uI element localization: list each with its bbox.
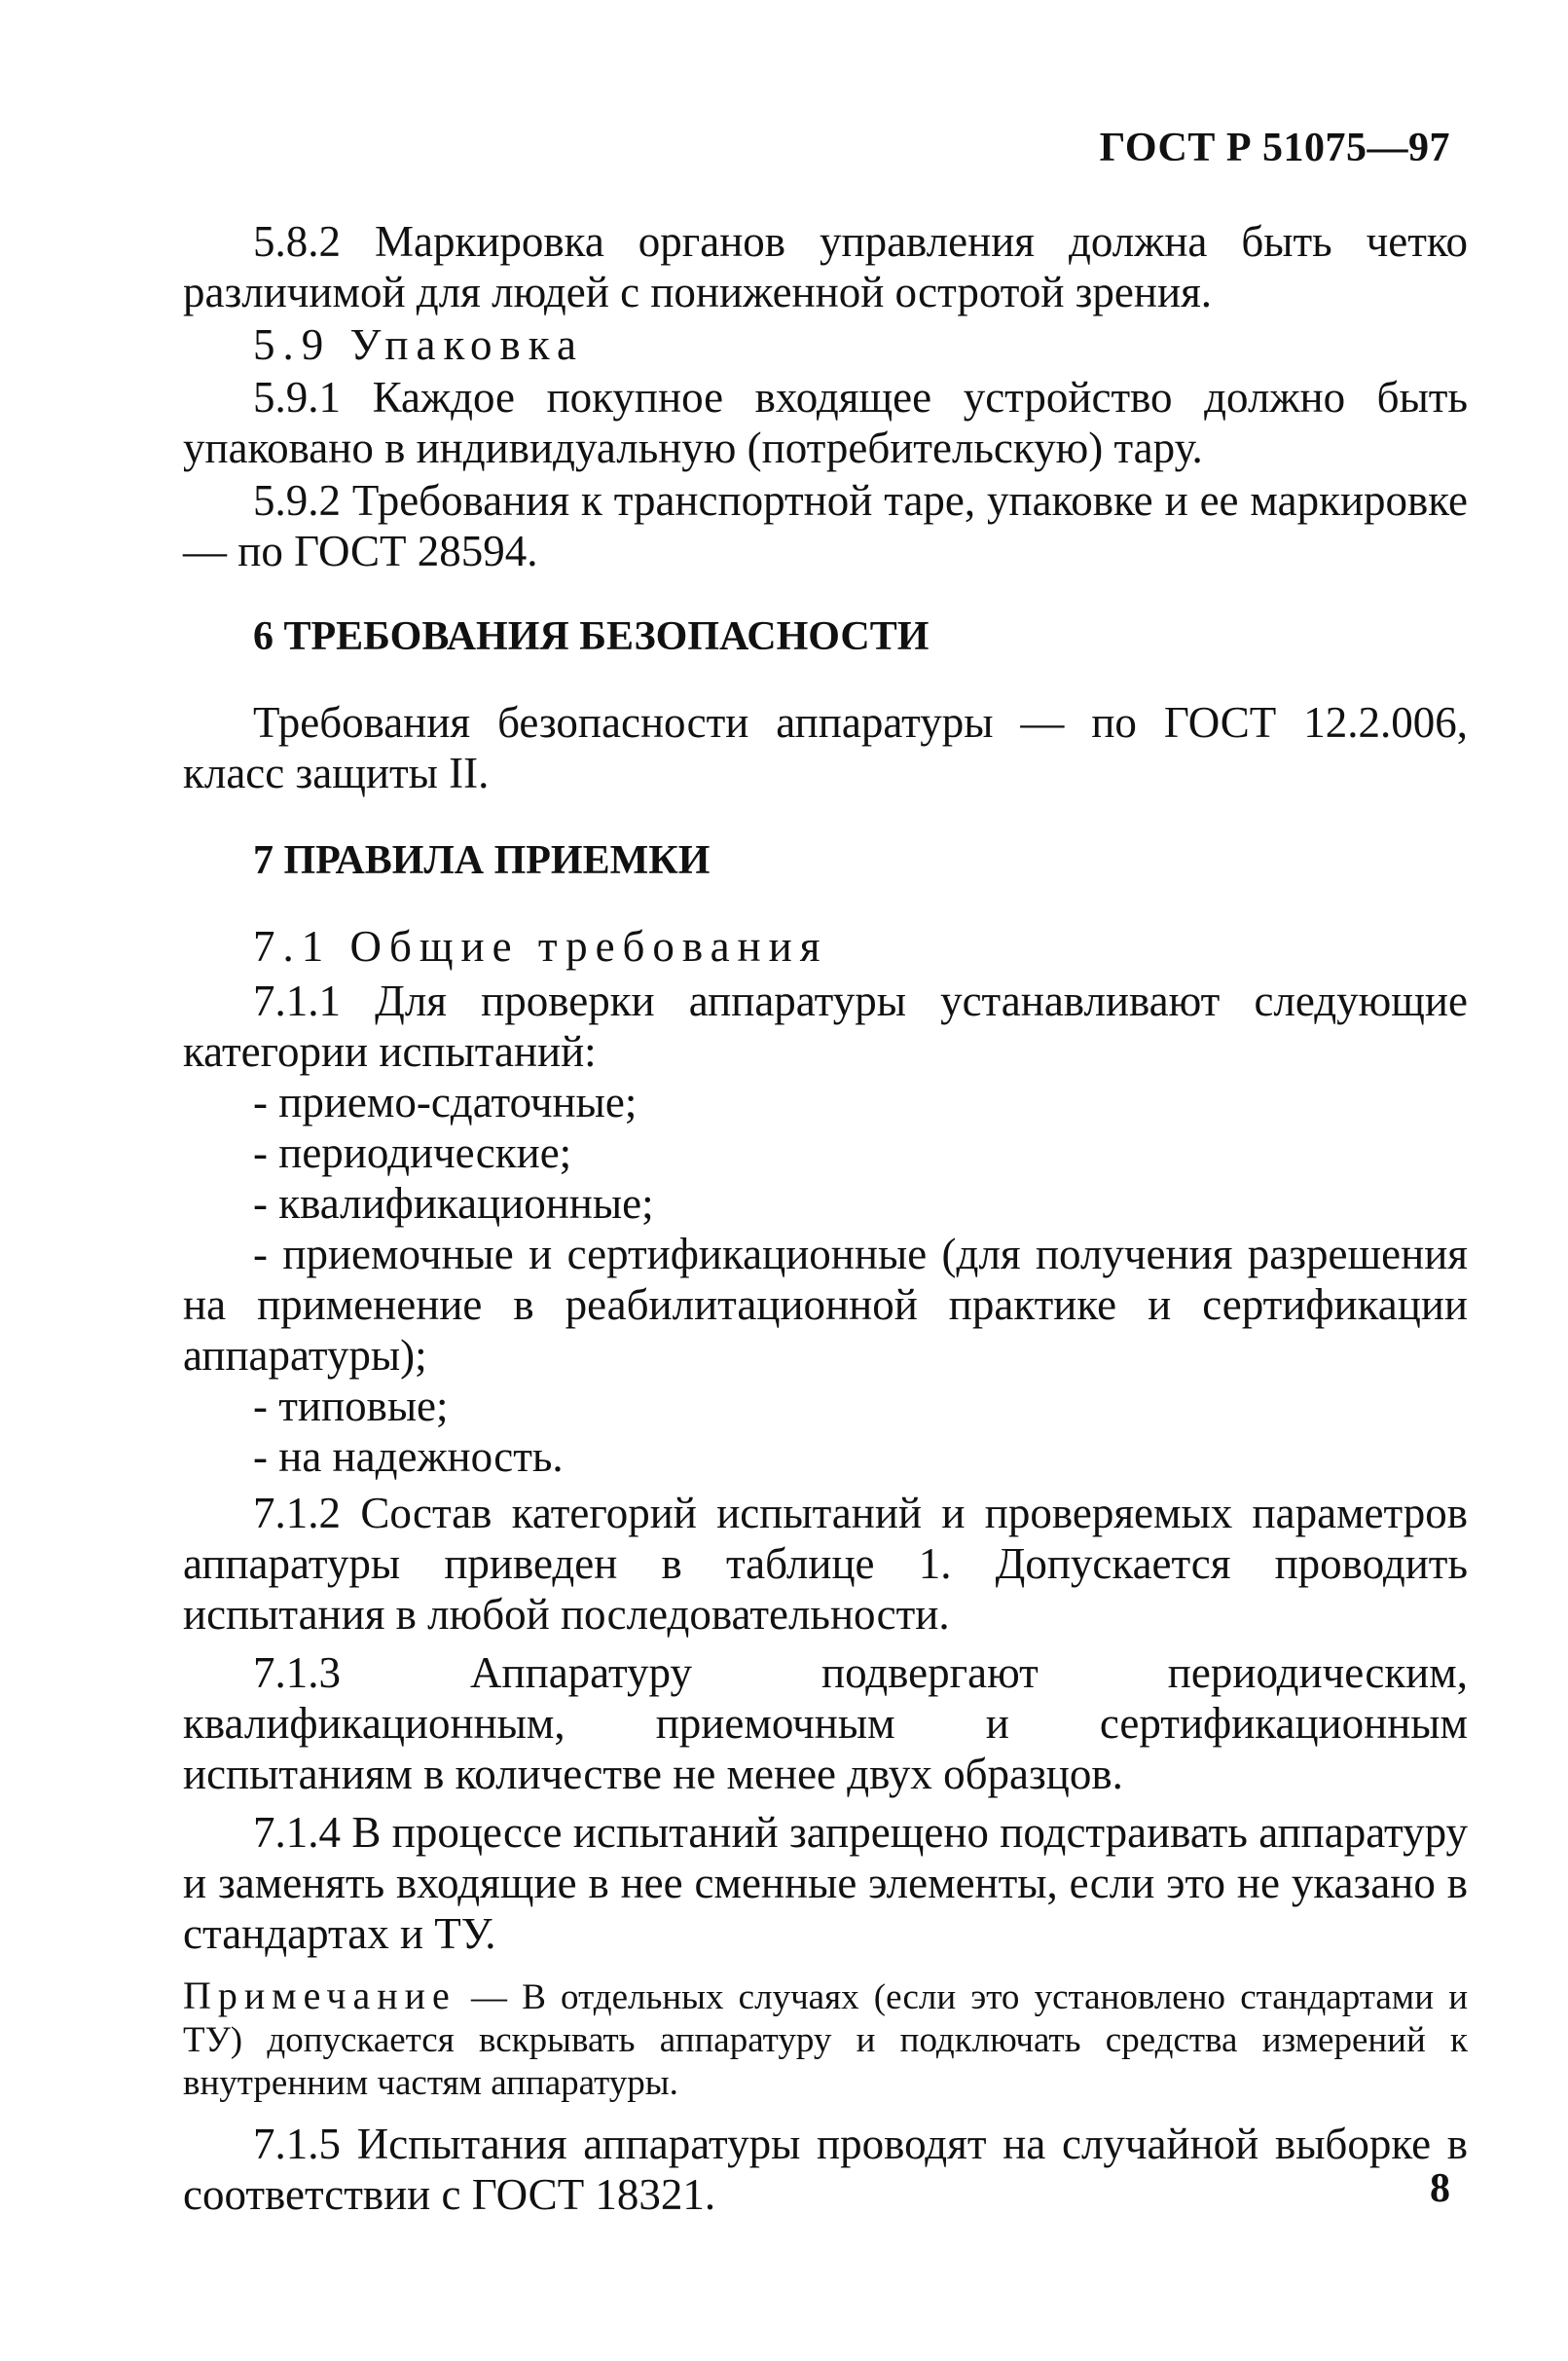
page-number: 8 [1430, 2166, 1450, 2211]
note [183, 1974, 1468, 2105]
note-text: — В отдельных случаях (если это установлено стандартами и ТУ) допускается вскрывать аппаратуру и подключать средства измерений к внутренним частям аппаратуры. [183, 1977, 1468, 2103]
paragraph-7-1-1: 7.1.1 Для проверки аппаратуры устанавливают следующие категории испытаний: [183, 977, 1468, 1076]
paragraph-5-8-2: 5.8.2 Маркировка органов управления должна быть четко различимой для людей с пониженной остротой зрения. [183, 217, 1468, 316]
list-item: - периодические; [253, 1128, 572, 1177]
list-item: - приемочные и сертификационные (для получения разрешения на применение в реабилитационной практике и сертификации аппаратуры); [183, 1230, 1468, 1380]
list-item: - квалификационные; [253, 1179, 654, 1228]
subsection-heading-5-9-text: 5.9 Упаковка [253, 320, 584, 369]
section-heading-6: 6 ТРЕБОВАНИЯ БЕЗОПАСНОСТИ [253, 614, 930, 659]
subsection-heading-5-9 [183, 319, 1468, 370]
document-code-header: ГОСТ Р 51075—97 [1099, 126, 1450, 170]
paragraph-7-1-2: 7.1.2 Состав категорий испытаний и проверяемых параметров аппаратуры приведен в таблице 1. Допускается проводить испытания в любой последовательности. [183, 1489, 1468, 1639]
paragraph-7-1-5: 7.1.5 Испытания аппаратуры проводят на случайной выборке в соответствии с ГОСТ 18321. [183, 2120, 1468, 2219]
paragraph-5-9-1: 5.9.1 Каждое покупное входящее устройство должно быть упаковано в индивидуальную (потребительскую) тару. [183, 373, 1468, 472]
paragraph-7-1-4: 7.1.4 В процессе испытаний запрещено подстраивать аппаратуру и заменять входящие в нее сменные элементы, если это не указано в стандартах и ТУ. [183, 1808, 1468, 1958]
paragraph-5-9-2: 5.9.2 Требования к транспортной таре, упаковке и ее маркировке — по ГОСТ 28594. [183, 476, 1468, 575]
subsection-heading-7-1-text: 7.1 Общие требования [253, 922, 828, 971]
section-heading-7: 7 ПРАВИЛА ПРИЕМКИ [253, 838, 711, 883]
document-body [183, 216, 1468, 2220]
list-item: - приемо-сдаточные; [253, 1078, 638, 1126]
list-item: - типовые; [253, 1382, 449, 1430]
document-page [183, 0, 1468, 2361]
paragraph-7-1-3: 7.1.3 Аппаратуру подвергают периодическим, квалификационным, приемочным и сертификационным испытаниям в количестве не менее двух образцов. [183, 1648, 1468, 1798]
list-item: - на надежность. [253, 1432, 564, 1481]
subsection-heading-7-1 [183, 921, 1468, 972]
note-label: Примечание [183, 1974, 456, 2017]
paragraph-section-6: Требования безопасности аппаратуры — по ГОСТ 12.2.006, класс защиты II. [183, 698, 1468, 797]
